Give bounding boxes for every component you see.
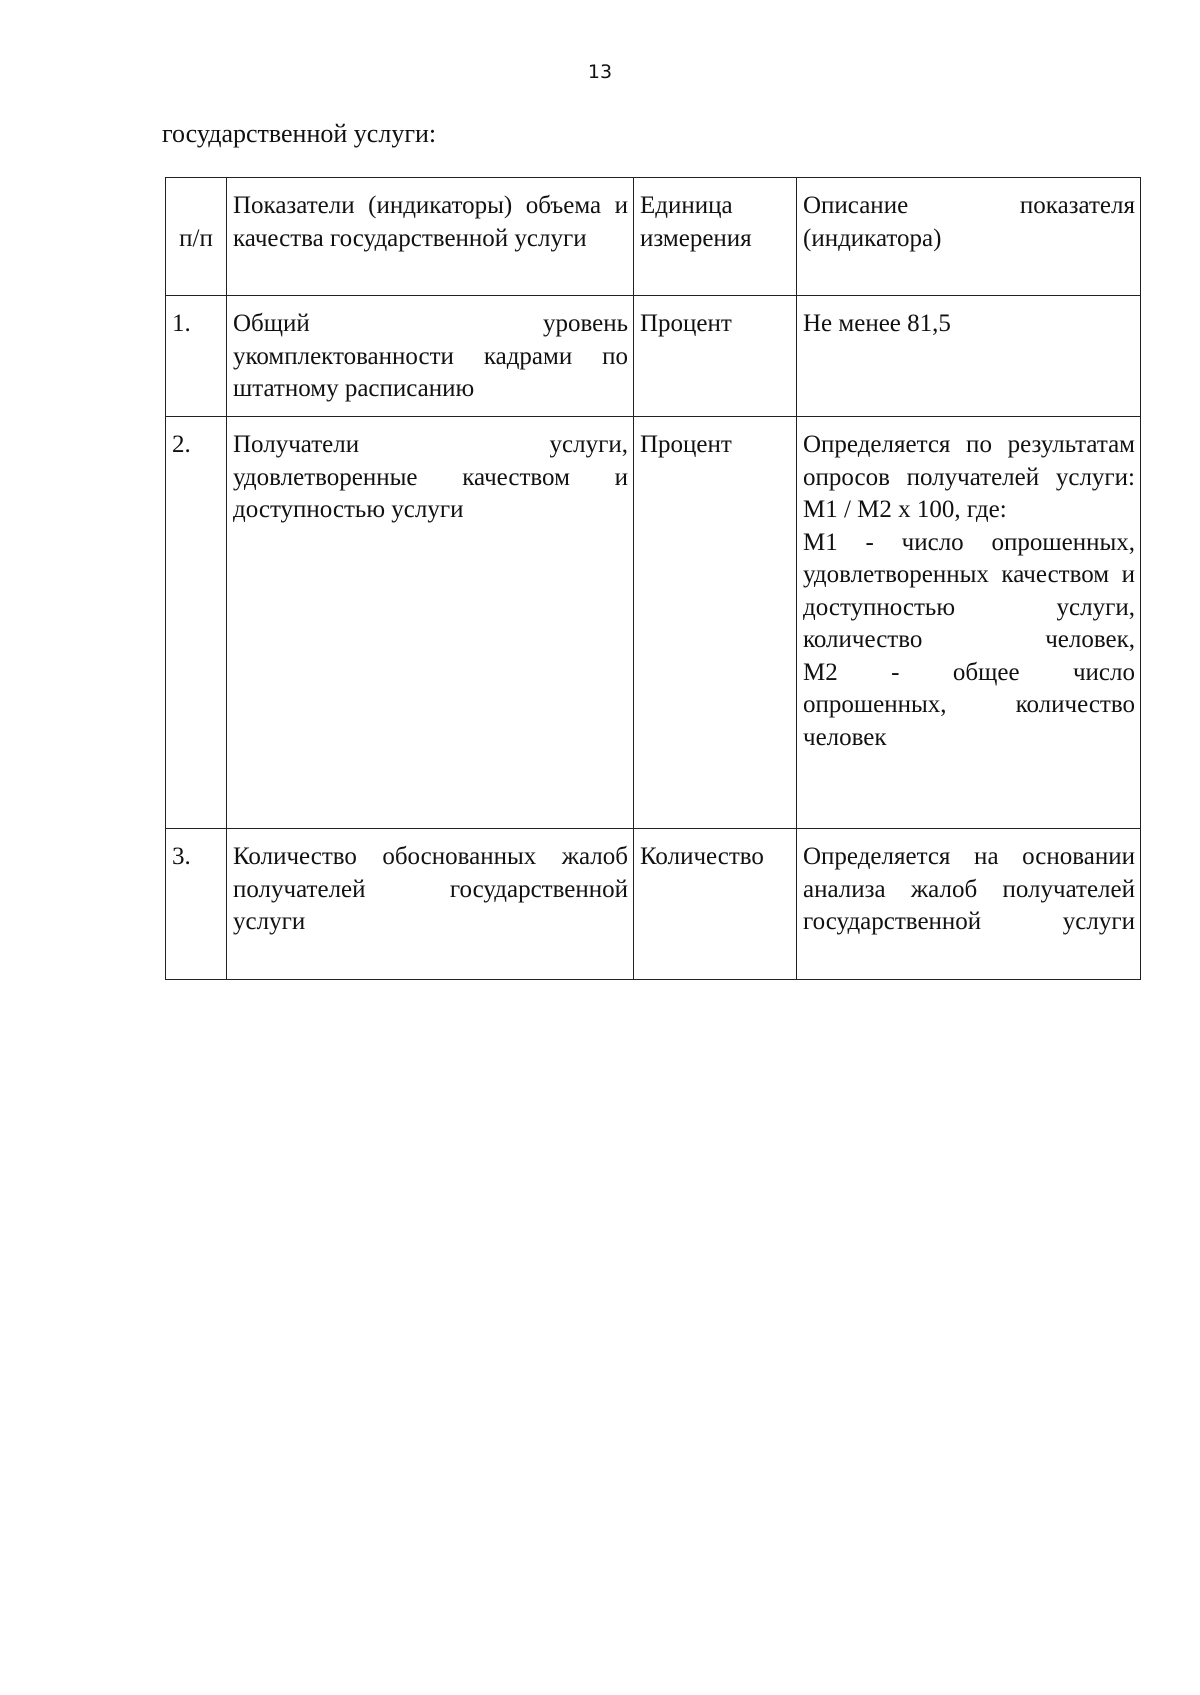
desc-line: Не менее 81,5 <box>803 310 951 337</box>
header-num-cell: п/п <box>166 178 227 296</box>
row-desc-cell <box>797 296 1141 417</box>
row-desc-cell <box>797 829 1141 980</box>
table-row <box>166 829 1141 980</box>
header-unit-cell: Единица измерения <box>634 178 797 296</box>
desc-line: Определяется на основании анализа жалоб получателей государственной услуги <box>803 843 1135 935</box>
row-unit-cell: Процент <box>634 417 797 829</box>
table-row <box>166 296 1141 417</box>
row-name-cell: Количество обоснованных жалоб получателей государственной услуги <box>227 829 634 980</box>
table-header-row <box>166 178 1141 296</box>
row-name-cell: Общий уровень укомплектованности кадрами по штатному расписанию <box>227 296 634 417</box>
table-row <box>166 417 1141 829</box>
desc-line: М1 / М2 х 100, где: <box>803 496 1007 523</box>
desc-line: М2 - общее число опрошенных, количество человек <box>803 658 1135 751</box>
row-num-cell: 1. <box>166 296 227 417</box>
header-name-cell: Показатели (индикаторы) объема и качества государственной услуги <box>227 178 634 296</box>
row-desc-cell <box>797 417 1141 829</box>
row-unit-cell: Количество <box>634 829 797 980</box>
row-unit-cell: Процент <box>634 296 797 417</box>
row-name-cell: Получатели услуги, удовлетворенные качеством и доступностью услуги <box>227 417 634 829</box>
header-desc-cell: Описание показателя (индикатора) <box>797 178 1141 296</box>
intro-text: государственной услуги: <box>162 119 437 148</box>
row-num-cell: 2. <box>166 417 227 829</box>
desc-line: М1 - число опрошенных, удовлетворенных качеством и доступностью услуги, количество человек, <box>803 528 1135 653</box>
desc-line: Определяется по результатам опросов получателей услуги: <box>803 431 1135 491</box>
row-num-cell: 3. <box>166 829 227 980</box>
indicators-table <box>165 177 1141 980</box>
page-number: 13 <box>587 61 613 83</box>
